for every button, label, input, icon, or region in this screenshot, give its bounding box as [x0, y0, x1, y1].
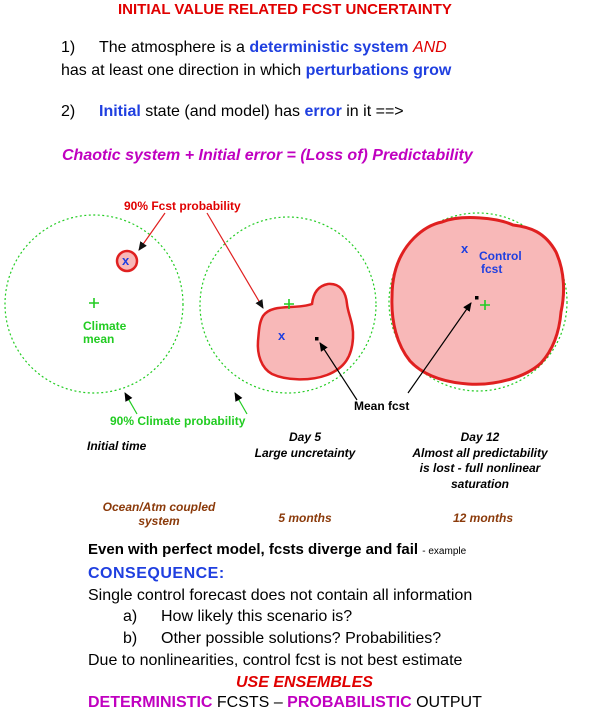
caption-day12-line-3: is lost - full nonlinear [419, 461, 541, 476]
and-text: AND [412, 39, 447, 56]
chaos-statement: Chaotic system + Initial error = (Loss of) Predictability [62, 147, 473, 164]
output-word: OUTPUT [416, 694, 482, 711]
caption-day12-line-4: saturation [450, 476, 509, 491]
initial-text: Initial [99, 103, 141, 120]
perturbations-grow-text: perturbations grow [305, 62, 452, 79]
error-text: error [304, 103, 342, 120]
brown-caption-day12: 12 months [452, 511, 513, 525]
brown-caption-initial-line-1: Ocean/Atm coupled [102, 500, 216, 514]
nonlinearities-line: Due to nonlinearities, control fcst is not best estimate [88, 652, 463, 669]
slide-title: INITIAL VALUE RELATED FCST UNCERTAINTY [118, 1, 452, 18]
fcsts-word: FCSTS [216, 694, 270, 711]
use-ensembles: USE ENSEMBLES [236, 674, 373, 691]
caption-day5-line-2: Large uncretainty [254, 445, 356, 460]
mean-fcst-label: Mean fcst [354, 399, 410, 413]
single-control-line: Single control forecast does not contain all information [88, 587, 473, 604]
control-fcst-label [479, 250, 522, 275]
point-a [123, 609, 352, 625]
point-b-text: Other possible solutions? Probabilities? [161, 630, 442, 647]
caption-day5-line-1: Day 5 [288, 430, 322, 444]
point-1-pre: The atmosphere is a [99, 39, 245, 56]
caption-day12-line-2: Almost all predictability [412, 445, 548, 460]
caption-day5 [230, 430, 380, 461]
even-text: Even with perfect model, fcsts diverge and fail [88, 541, 419, 558]
point-a-text: How likely this scenario is? [161, 608, 353, 625]
consequence-heading: CONSEQUENCE: [88, 565, 225, 582]
point-1-number: 1) [61, 39, 76, 56]
point-b-label: b) [123, 630, 138, 647]
caption-initial-line-1: Initial time [87, 439, 147, 453]
point-a-label: a) [123, 608, 138, 625]
caption-initial [87, 439, 146, 455]
brown-caption-initial-line-2: system [138, 514, 180, 529]
control-fcst-label-line-2: fcst [481, 261, 503, 276]
brown-caption-day5: 5 months [278, 511, 332, 525]
even-with-perfect-model [88, 542, 466, 557]
deterministic-word: DETERMINISTIC [88, 694, 213, 711]
point-2-post: in it ==> [346, 103, 404, 120]
deterministic-system-text: deterministic system [249, 39, 409, 56]
final-line [88, 695, 482, 711]
probabilistic-word: PROBABILISTIC [287, 694, 412, 711]
control-x-day12: x [461, 241, 469, 256]
control-fcst-label-line-1: Control [479, 249, 522, 263]
climate-mean-label-line-1: Climate [83, 319, 127, 333]
caption-day12 [395, 430, 565, 492]
control-x-day5: x [278, 328, 286, 343]
dash-char: – [273, 694, 283, 711]
point-1-line-2-pre: has at least one direction in which [61, 62, 302, 79]
climate-prob-arrow-initial [125, 393, 137, 414]
fcst-probability-label: 90% Fcst probability [124, 199, 241, 213]
climate-mean-plus-initial [89, 298, 99, 308]
climate-mean-label [83, 320, 126, 345]
day5-forecast-region [258, 284, 353, 379]
fcst-prob-arrow-day5 [207, 213, 263, 308]
climate-prob-arrow-day5 [235, 393, 247, 414]
point-2-mid: state (and model) has [145, 103, 300, 120]
mean-fcst-dot-day12 [475, 296, 479, 300]
control-x-initial: x [122, 253, 130, 268]
brown-caption-initial [84, 500, 234, 529]
caption-day12-line-1: Day 12 [460, 430, 500, 444]
fcst-prob-arrow-initial [139, 213, 165, 250]
climate-probability-label: 90% Climate probability [110, 414, 246, 428]
climate-mean-label-line-2: mean [83, 331, 115, 346]
mean-fcst-dot-day5 [315, 337, 319, 341]
point-b [123, 631, 441, 647]
day12-forecast-region [392, 218, 564, 385]
example-text: - example [422, 546, 467, 557]
point-2-number: 2) [61, 103, 76, 120]
